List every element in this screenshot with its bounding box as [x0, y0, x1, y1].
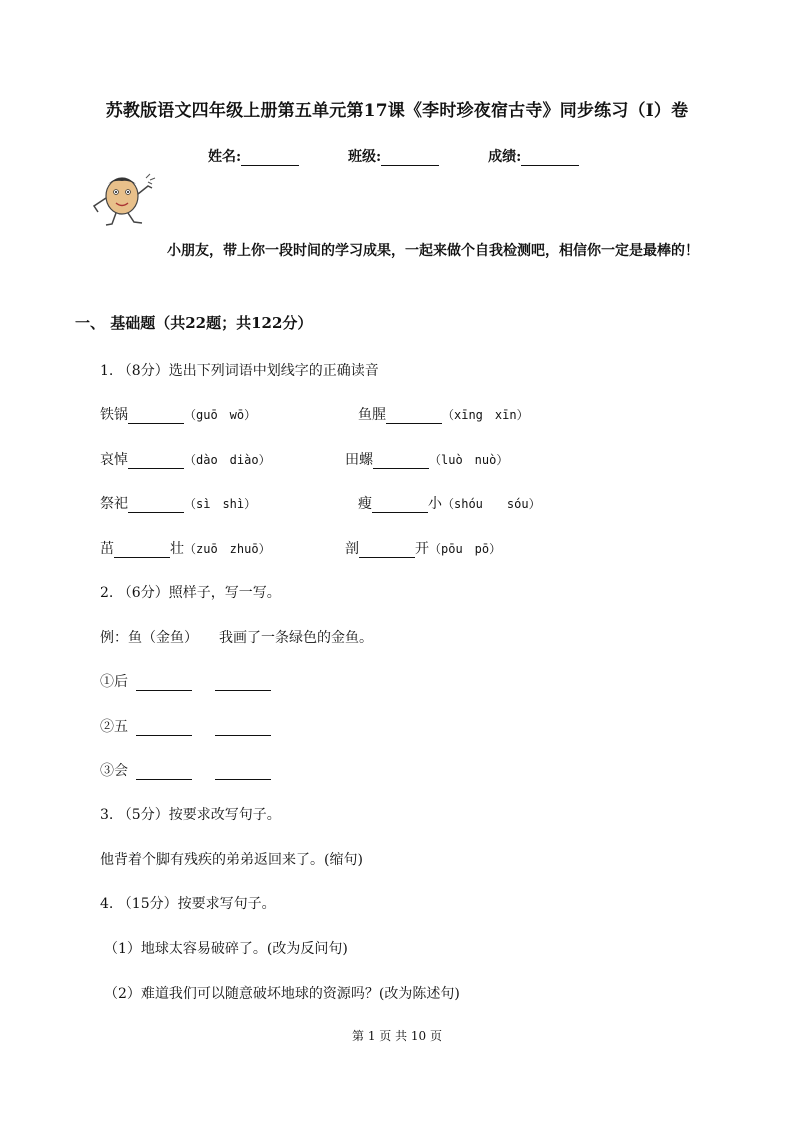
name-blank[interactable] — [241, 151, 299, 166]
q4-sentence-2: （2）难道我们可以随意破坏地球的资源吗？(改为陈述句) — [104, 986, 460, 1002]
q1-pinyin: （zuō zhuō） — [184, 542, 271, 556]
class-blank[interactable] — [381, 151, 439, 166]
answer-blank[interactable] — [128, 409, 184, 424]
q1-item — [100, 449, 271, 469]
answer-blank[interactable] — [136, 721, 192, 736]
answer-blank[interactable] — [136, 765, 192, 780]
class-label: 班级: — [348, 149, 382, 165]
answer-blank[interactable] — [128, 454, 184, 469]
q1-pinyin: （xīng xīn） — [442, 408, 529, 422]
q2-char: ②五 — [100, 719, 128, 735]
page-title: 苏教版语文四年级上册第五单元第17课《李时珍夜宿古寺》同步练习（I）卷 — [105, 101, 689, 121]
answer-blank[interactable] — [136, 676, 192, 691]
mascot-icon — [88, 168, 158, 228]
answer-blank[interactable] — [215, 765, 271, 780]
q1-item — [345, 538, 501, 558]
q2-item — [100, 671, 271, 691]
q1-word: 瘦 — [358, 496, 372, 512]
score-blank[interactable] — [521, 151, 579, 166]
q1-item — [345, 449, 508, 469]
q1-item — [358, 404, 529, 424]
q1-item — [100, 538, 271, 558]
page-footer: 第 1 页 共 10 页 — [352, 1029, 442, 1043]
answer-blank[interactable] — [114, 543, 170, 558]
answer-blank[interactable] — [215, 676, 271, 691]
q2-item — [100, 760, 271, 780]
q1-word: 茁 — [100, 541, 114, 557]
student-info-line — [208, 146, 623, 166]
q1-pinyin: （luò nuò） — [429, 453, 509, 467]
q2-example: 例：鱼（金鱼） 我画了一条绿色的金鱼。 — [100, 630, 373, 646]
q2-char: ①后 — [100, 674, 128, 690]
q1-pinyin: （dào diào） — [184, 453, 271, 467]
q1-pinyin: （sì shì） — [184, 497, 257, 511]
q1-pinyin: （pōu pō） — [429, 542, 502, 556]
section-basic-heading: 一、 基础题（共22题；共122分） — [75, 314, 313, 332]
q3-title: 3. （5分）按要求改写句子。 — [100, 807, 281, 823]
q2-char: ③会 — [100, 763, 128, 779]
q2-item — [100, 716, 271, 736]
q1-word: 田螺 — [345, 452, 373, 468]
answer-blank[interactable] — [373, 454, 429, 469]
q1-word-after: 开 — [415, 541, 429, 557]
q1-word: 祭祀 — [100, 496, 128, 512]
score-label: 成绩: — [488, 149, 522, 165]
answer-blank[interactable] — [359, 543, 415, 558]
q1-item — [100, 404, 256, 424]
answer-blank[interactable] — [372, 498, 428, 513]
q1-word: 铁锅 — [100, 407, 128, 423]
answer-blank[interactable] — [215, 721, 271, 736]
q1-pinyin: （guō wō） — [184, 408, 257, 422]
q1-word-after: 小 — [428, 496, 442, 512]
q1-word: 剖 — [345, 541, 359, 557]
q2-title: 2. （6分）照样子，写一写。 — [100, 585, 281, 601]
answer-blank[interactable] — [128, 498, 184, 513]
q1-item — [100, 493, 256, 513]
name-label: 姓名: — [208, 149, 242, 165]
q3-sentence: 他背着个脚有残疾的弟弟返回来了。(缩句) — [100, 852, 363, 868]
q1-word-after: 壮 — [170, 541, 184, 557]
q4-sentence-1: （1）地球太容易破碎了。(改为反问句) — [104, 941, 348, 957]
answer-blank[interactable] — [386, 409, 442, 424]
q1-word: 哀悼 — [100, 452, 128, 468]
q1-word: 鱼腥 — [358, 407, 386, 423]
q1-item — [358, 493, 541, 513]
q1-pinyin: （shóu sóu） — [442, 497, 541, 511]
encouragement-text: 小朋友，带上你一段时间的学习成果，一起来做个自我检测吧，相信你一定是最棒的！ — [167, 243, 699, 259]
q1-title: 1. （8分）选出下列词语中划线字的正确读音 — [100, 363, 379, 379]
q4-title: 4. （15分）按要求写句子。 — [100, 896, 276, 912]
